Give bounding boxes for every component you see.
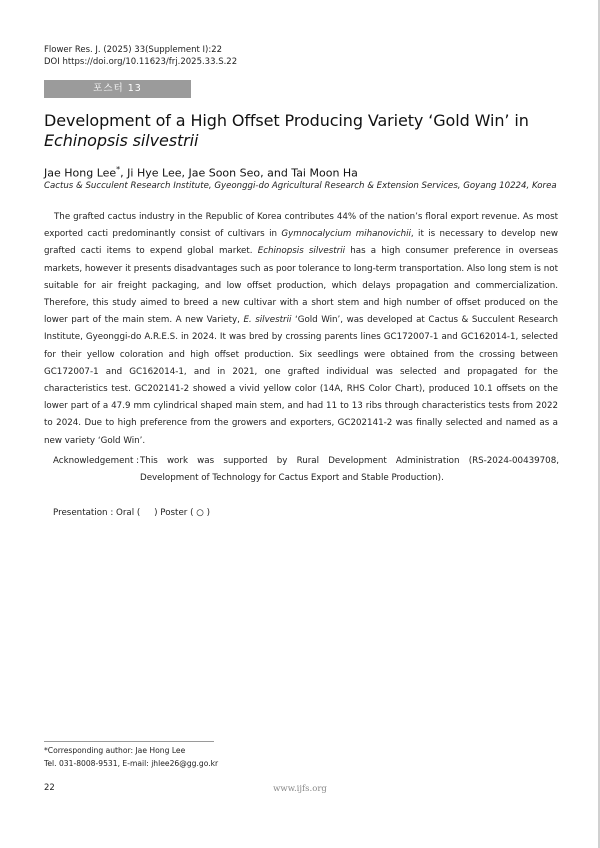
- footnote-divider: [44, 741, 214, 742]
- acknowledgement-text: This work was supported by Rural Development Administration (RS-2024-00439708, Development of Technology for Cactus Export and Stable Production).: [140, 456, 559, 483]
- paper-title: [44, 111, 564, 151]
- abstract-text-2: , it is necessary to develop new grafted cacti items to expend global market.: [44, 229, 558, 257]
- journal-citation: Flower Res. J. (2025) 33(Supplement I):22: [44, 45, 223, 55]
- author-rest: , Ji Hye Lee, Jae Soon Seo, and Tai Moon Ha: [120, 166, 358, 180]
- affiliation: Cactus & Succulent Research Institute, Gyeonggi-do Agricultural Research & Extension Services, Goyang 10224, Korea: [44, 181, 557, 191]
- poster-tag: 포스터 13: [44, 80, 191, 98]
- author-first: Jae Hong Lee: [44, 166, 117, 180]
- title-species: Echinopsis silvestrii: [44, 131, 199, 150]
- abstract: [44, 209, 558, 450]
- abstract-text-4: ‘Gold Win’, was developed at Cactus & Succulent Research Institute, Gyeonggi-do A.R.E.S. in 2024. It was bred by crossing parents lines GC172007-1 and GC162014-1, selected for their yellow coloration and high offset production. Six seedlings were obtained from the crossing between GC172007-1 and GC162014-1, and in 2021, one grafted individual was selected and propagated for the characteristics test. GC202141-2 showed a vivid yellow color (14A, RHS Color Chart), produced 10.1 offsets on the lower part of a 47.9 mm cylindrical shaped main stem, and had 11 to 13 ribs through characteristics tests from 2022 to 2024. Due to high preference from the growers and exporters, GC202141-2 was finally selected and named as a new variety ‘Gold Win’.: [44, 315, 558, 446]
- doi-line: DOI https://doi.org/10.11623/frj.2025.33.S.22: [44, 57, 238, 67]
- page-number: 22: [44, 783, 55, 793]
- journal-header: [44, 44, 237, 68]
- abstract-species-2: E. silvestrii: [243, 315, 292, 326]
- acknowledgement-label: Acknowledgement :: [53, 456, 140, 466]
- title-main: Development of a High Offset Producing Variety ‘Gold Win’ in: [44, 111, 529, 130]
- journal-website: www.ijfs.org: [273, 784, 327, 794]
- abstract-genus: Gymnocalycium mihanovichii: [281, 229, 411, 240]
- abstract-text-1: The grafted cactus industry in the Republic of Korea contributes 44% of the nation’s floral export revenue. As most exported cacti predominantly consist of cultivars in: [44, 212, 558, 240]
- contact-info: Tel. 031-8008-9531, E-mail: jhlee26@gg.go.kr: [44, 758, 219, 768]
- corresponding-author: *Corresponding author: Jae Hong Lee: [44, 746, 186, 755]
- abstract-species-1: Echinopsis silvestrii: [257, 246, 346, 257]
- abstract-text-3: has a high consumer preference in overseas markets, however it presents disadvantages such as poor tolerance to long-term transportation. Also long stem is not suitable for air freight packaging, and low offset production, which delays propagation and commercialization. Therefore, this study aimed to breed a new cultivar with a short stem and high number of offset produced on the lower part of the main stem. A new Variety,: [44, 246, 558, 326]
- author-list: [44, 162, 358, 182]
- corresponding-mark: *: [116, 165, 121, 174]
- presentation-type: Presentation : Oral ( ) Poster ( ○ ): [53, 508, 211, 518]
- footnote: [44, 745, 218, 770]
